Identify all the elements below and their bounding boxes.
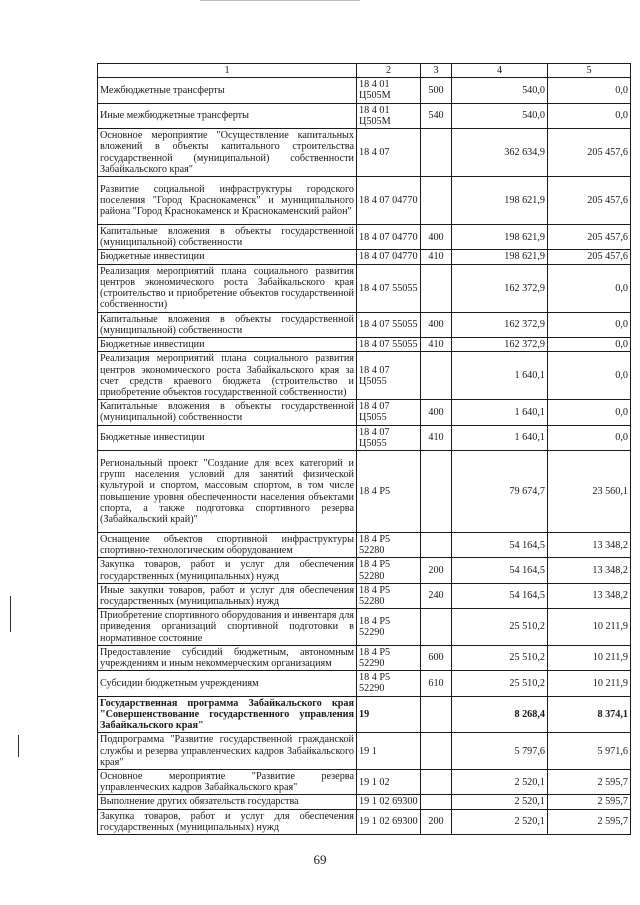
table-row (98, 733, 631, 770)
row-code: 18 4 01 Ц505М (357, 78, 421, 103)
budget-table (97, 63, 631, 835)
row-value-col4: 79 674,7 (452, 451, 548, 533)
row-type (421, 769, 452, 794)
row-name: Предоставление субсидий бюджетным, автономным учреждениям и иным некоммерческим организациям (98, 645, 357, 670)
row-value-col4: 2 520,1 (452, 769, 548, 794)
row-name: Иные межбюджетные трансферты (98, 103, 357, 128)
row-value-col4: 162 372,9 (452, 264, 548, 312)
row-code: 18 4 P5 52280 (357, 583, 421, 608)
row-type: 200 (421, 809, 452, 834)
row-code: 18 4 07 04770 (357, 225, 421, 250)
row-type: 400 (421, 312, 452, 337)
row-value-col4: 540,0 (452, 103, 548, 128)
row-type: 500 (421, 78, 452, 103)
row-value-col4: 25 510,2 (452, 609, 548, 646)
table-row (98, 769, 631, 794)
row-value-col5: 0,0 (548, 103, 631, 128)
row-value-col5: 0,0 (548, 400, 631, 425)
table-row (98, 533, 631, 558)
row-name: Закупка товаров, работ и услуг для обеспечения государственных (муниципальных) нужд (98, 809, 357, 834)
row-value-col4: 198 621,9 (452, 250, 548, 264)
page-number: 69 (313, 852, 327, 867)
header-cell: 4 (452, 64, 548, 78)
row-type: 600 (421, 645, 452, 670)
row-value-col5: 205 457,6 (548, 250, 631, 264)
row-value-col5: 0,0 (548, 264, 631, 312)
table-row (98, 645, 631, 670)
row-value-col5: 13 348,2 (548, 558, 631, 583)
row-value-col4: 54 164,5 (452, 533, 548, 558)
row-value-col4: 162 372,9 (452, 338, 548, 352)
table-row (98, 264, 631, 312)
row-value-col4: 362 634,9 (452, 129, 548, 177)
table-row (98, 78, 631, 103)
row-value-col4: 540,0 (452, 78, 548, 103)
table-row (98, 400, 631, 425)
row-value-col5: 5 971,6 (548, 733, 631, 770)
row-name: Бюджетные инвестиции (98, 425, 357, 450)
row-name: Бюджетные инвестиции (98, 250, 357, 264)
row-code: 19 1 02 69300 (357, 809, 421, 834)
table-row (98, 225, 631, 250)
row-type (421, 352, 452, 400)
row-code: 18 4 07 55055 (357, 312, 421, 337)
row-name: Капитальные вложения в объекты государственной (муниципальной) собственности (98, 225, 357, 250)
table-row (98, 250, 631, 264)
row-code: 18 4 P5 52290 (357, 671, 421, 696)
row-value-col5: 8 374,1 (548, 696, 631, 733)
row-value-col5: 205 457,6 (548, 225, 631, 250)
table-row (98, 671, 631, 696)
row-value-col4: 1 640,1 (452, 425, 548, 450)
row-value-col5: 13 348,2 (548, 533, 631, 558)
row-value-col5: 0,0 (548, 78, 631, 103)
row-name: Иные закупки товаров, работ и услуг для обеспечения государственных (муниципальных) нужд (98, 583, 357, 608)
row-code: 18 4 07 55055 (357, 264, 421, 312)
row-type: 200 (421, 558, 452, 583)
header-cell: 5 (548, 64, 631, 78)
row-value-col5: 205 457,6 (548, 177, 631, 225)
row-value-col4: 198 621,9 (452, 177, 548, 225)
row-value-col4: 198 621,9 (452, 225, 548, 250)
row-type: 400 (421, 225, 452, 250)
row-code: 19 1 02 (357, 769, 421, 794)
header-cell: 1 (98, 64, 357, 78)
row-type (421, 177, 452, 225)
row-type: 240 (421, 583, 452, 608)
row-name: Бюджетные инвестиции (98, 338, 357, 352)
table-row (98, 609, 631, 646)
row-code: 18 4 07 (357, 129, 421, 177)
row-code: 18 4 07 Ц5055 (357, 352, 421, 400)
row-type (421, 696, 452, 733)
table-body (98, 78, 631, 835)
row-code: 18 4 P5 52290 (357, 609, 421, 646)
scan-top-rule (200, 0, 360, 1)
row-type (421, 264, 452, 312)
row-value-col4: 2 520,1 (452, 809, 548, 834)
row-type (421, 795, 452, 809)
row-value-col4: 8 268,4 (452, 696, 548, 733)
row-name: Приобретение спортивного оборудования и инвентаря для приведения организаций спортивной подготовки в нормативное состояние (98, 609, 357, 646)
row-type (421, 129, 452, 177)
table-header-row (98, 64, 631, 78)
row-value-col4: 54 164,5 (452, 558, 548, 583)
row-value-col4: 5 797,6 (452, 733, 548, 770)
row-value-col5: 205 457,6 (548, 129, 631, 177)
table-row (98, 558, 631, 583)
header-cell: 3 (421, 64, 452, 78)
row-value-col4: 1 640,1 (452, 400, 548, 425)
row-name: Реализация мероприятий плана социального развития центров экономического роста Забайкальского края за счет средств краевого бюджета (строительство и приобретение объектов государственной собственности) (98, 352, 357, 400)
margin-mark (18, 735, 19, 757)
row-name: Развитие социальной инфраструктуры городского поселения "Город Краснокаменск" и муниципального района "Город Краснокаменск и Краснокаменский район" (98, 177, 357, 225)
row-name: Субсидии бюджетным учреждениям (98, 671, 357, 696)
margin-mark (10, 596, 11, 632)
row-name: Межбюджетные трансферты (98, 78, 357, 103)
row-value-col5: 0,0 (548, 312, 631, 337)
row-type: 540 (421, 103, 452, 128)
row-value-col5: 0,0 (548, 425, 631, 450)
row-code: 18 4 07 55055 (357, 338, 421, 352)
row-name: Закупка товаров, работ и услуг для обеспечения государственных (муниципальных) нужд (98, 558, 357, 583)
row-name: Реализация мероприятий плана социального развития центров экономического роста Забайкальского края (строительство и приобретение объектов государственной собственности) (98, 264, 357, 312)
row-code: 18 4 P5 52280 (357, 533, 421, 558)
row-value-col4: 25 510,2 (452, 671, 548, 696)
table-row (98, 809, 631, 834)
row-name: Оснащение объектов спортивной инфраструктуры спортивно-технологическим оборудованием (98, 533, 357, 558)
row-code: 18 4 P5 52290 (357, 645, 421, 670)
row-code: 18 4 01 Ц505М (357, 103, 421, 128)
table-row (98, 425, 631, 450)
row-value-col5: 10 211,9 (548, 671, 631, 696)
table-row (98, 696, 631, 733)
table-row (98, 103, 631, 128)
table-row (98, 129, 631, 177)
table-row (98, 352, 631, 400)
row-name: Выполнение других обязательств государства (98, 795, 357, 809)
row-name: Подпрограмма "Развитие государственной гражданской службы и резерва управленческих кадров Забайкальского края" (98, 733, 357, 770)
row-value-col4: 2 520,1 (452, 795, 548, 809)
row-value-col5: 23 560,1 (548, 451, 631, 533)
row-code: 19 1 02 69300 (357, 795, 421, 809)
row-type: 610 (421, 671, 452, 696)
row-type: 410 (421, 425, 452, 450)
table-row (98, 451, 631, 533)
row-code: 18 4 P5 (357, 451, 421, 533)
row-value-col5: 10 211,9 (548, 609, 631, 646)
row-code: 18 4 07 04770 (357, 250, 421, 264)
row-type (421, 733, 452, 770)
row-name: Региональный проект "Создание для всех категорий и групп населения условий для занятий физической культурой и спортом, массовым спортом, в том числе повышение уровня обеспеченности населения объектами спорта, а также подготовка спортивного резерва (Забайкальский край)" (98, 451, 357, 533)
row-type (421, 451, 452, 533)
row-value-col5: 0,0 (548, 352, 631, 400)
row-value-col5: 10 211,9 (548, 645, 631, 670)
row-value-col5: 2 595,7 (548, 809, 631, 834)
row-type (421, 533, 452, 558)
row-type: 410 (421, 338, 452, 352)
row-type (421, 609, 452, 646)
row-name: Государственная программа Забайкальского края "Совершенствование государственного управления Забайкальского края" (98, 696, 357, 733)
row-value-col5: 13 348,2 (548, 583, 631, 608)
row-name: Капитальные вложения в объекты государственной (муниципальной) собственности (98, 400, 357, 425)
header-cell: 2 (357, 64, 421, 78)
row-value-col5: 2 595,7 (548, 795, 631, 809)
row-type: 410 (421, 250, 452, 264)
row-value-col4: 1 640,1 (452, 352, 548, 400)
table-row (98, 795, 631, 809)
row-name: Капитальные вложения в объекты государственной (муниципальной) собственности (98, 312, 357, 337)
table-row (98, 583, 631, 608)
row-value-col4: 54 164,5 (452, 583, 548, 608)
row-value-col4: 162 372,9 (452, 312, 548, 337)
row-code: 19 (357, 696, 421, 733)
row-code: 18 4 07 Ц5055 (357, 425, 421, 450)
row-code: 18 4 07 04770 (357, 177, 421, 225)
table-row (98, 338, 631, 352)
table-row (98, 177, 631, 225)
row-name: Основное мероприятие "Развитие резерва управленческих кадров Забайкальского края" (98, 769, 357, 794)
row-name: Основное мероприятие "Осуществление капитальных вложений в объекты капитального строительства государственной (муниципальной) собственности Забайкальского края" (98, 129, 357, 177)
row-value-col5: 0,0 (548, 338, 631, 352)
row-value-col5: 2 595,7 (548, 769, 631, 794)
row-value-col4: 25 510,2 (452, 645, 548, 670)
row-code: 18 4 07 Ц5055 (357, 400, 421, 425)
row-code: 18 4 P5 52280 (357, 558, 421, 583)
row-code: 19 1 (357, 733, 421, 770)
table-row (98, 312, 631, 337)
row-type: 400 (421, 400, 452, 425)
